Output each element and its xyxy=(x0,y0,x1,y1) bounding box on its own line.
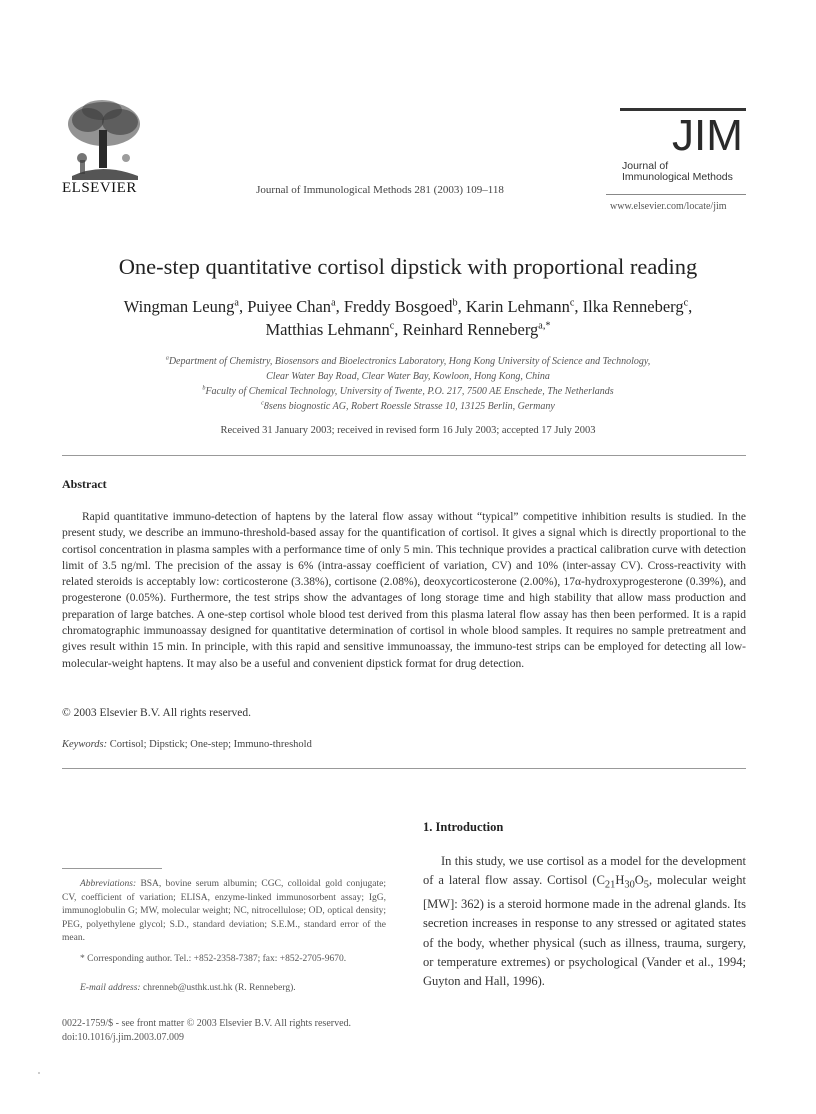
author-separator: , xyxy=(238,297,248,316)
affiliation-c: $^c$8sens biognostic AG, Robert Roessle Strasse 10, 13125 Berlin, Germany xyxy=(261,399,555,412)
author-name: Reinhard Renneberg xyxy=(402,320,539,339)
section-heading: 1. Introduction xyxy=(423,820,504,834)
jim-divider xyxy=(606,194,746,195)
footnote-abbreviations: Abbreviations: BSA, bovine serum albumin; CGC, colloidal gold conjugate; CV, coefficient of variation; ELISA, enzyme-linked immunosorbent assay; IgG, immunoglobulin G; MW, molecular weight; NC, nitrocellulose; OD, optical density; PEG, polyethylene glycol; S.D., standard deviation; S.E.M., standard error of the mean. xyxy=(62,879,387,943)
footnote-rule xyxy=(62,868,162,869)
publisher-name: ELSEVIER xyxy=(62,180,137,196)
author-separator: , xyxy=(688,297,693,316)
author-affiliation-mark: a xyxy=(234,297,239,309)
author-affiliation-mark: c xyxy=(569,297,575,309)
abstract-heading: Abstract xyxy=(62,477,107,491)
author-separator: , xyxy=(457,297,466,316)
jim-subtitle-line1: Journal of xyxy=(622,160,669,172)
author-separator: , xyxy=(394,320,403,339)
divider xyxy=(62,768,746,769)
article-title: One-step quantitative cortisol dipstick with proportional reading xyxy=(118,254,698,279)
affiliation-a-cont: Clear Water Bay Road, Clear Water Bay, Kowloon, Hong Kong, China xyxy=(266,371,550,382)
scan-artifact xyxy=(38,1072,40,1074)
author-affiliation-mark: a xyxy=(331,297,336,309)
divider xyxy=(62,455,746,456)
footnote-corresponding-author: * Corresponding author. Tel.: +852-2358-7387; fax: +852-2705-9670. xyxy=(80,954,347,964)
author-list-line1 xyxy=(0,297,816,317)
affiliation-b: $^b$Faculty of Chemical Technology, University of Twente, P.O. 217, 7500 AE Enschede, The Netherlands xyxy=(202,384,614,397)
jim-subtitle-line2: Immunological Methods xyxy=(622,171,733,183)
introduction-body: In this study, we use cortisol as a model for the development of a lateral flow assay. Cortisol ($C_{21}H_{30}O_5$, molecular weight [MW]: 362) is a steroid hormone made in the adrenal glands. Its secretion increases in response to any stressed or agitated states of the body, whether physical (such as illness, trauma, surgery, or temperature extremes) or psychological (Vander et al., 1994; Guyton and Hall, 1996). xyxy=(423,854,747,989)
issn-line: 0022-1759/$ - see front matter © 2003 Elsevier B.V. All rights reserved. xyxy=(62,1018,352,1029)
author-name: Puiyee Chan xyxy=(247,297,332,316)
email-link[interactable]: chrenneb@usthk.ust.hk (R. Renneberg). xyxy=(142,983,296,993)
copyright-notice: © 2003 Elsevier B.V. All rights reserved. xyxy=(62,707,251,719)
author-name: Ilka Renneberg xyxy=(582,297,684,316)
journal-reference: Journal of Immunological Methods 281 (2003) 109–118 xyxy=(256,184,504,196)
author-affiliation-mark: a,* xyxy=(538,320,551,332)
author-affiliation-mark: b xyxy=(452,297,458,309)
keywords-list: Cortisol; Dipstick; One-step; Immuno-threshold xyxy=(109,739,312,750)
author-affiliation-mark: c xyxy=(683,297,689,309)
footnote-email: E-mail address: chrenneb@usthk.ust.hk (R. Renneberg). xyxy=(80,983,296,993)
keywords-label: Keywords: xyxy=(62,739,108,750)
author-name: Freddy Bosgoed xyxy=(343,297,453,316)
affiliation-a: $^a$Department of Chemistry, Biosensors and Bioelectronics Laboratory, Hong Kong University of Science and Technology, xyxy=(165,354,651,367)
doi-link[interactable]: doi:10.1016/j.jim.2003.07.009 xyxy=(62,1032,184,1043)
journal-url[interactable]: www.elsevier.com/locate/jim xyxy=(610,201,727,212)
author-list-line2 xyxy=(0,320,816,340)
author-affiliation-mark: c xyxy=(389,320,395,332)
author-name: Matthias Lehmann xyxy=(265,320,390,339)
author-separator: , xyxy=(574,297,583,316)
author-separator: , xyxy=(335,297,344,316)
author-name: Karin Lehmann xyxy=(465,297,570,316)
abstract-body: Rapid quantitative immuno-detection of haptens by the lateral flow assay without “typical” competitive inhibition results is studied. In the present study, we describe an immuno-threshold-based assay for the quantification of cortisol. It gives a signal which is directly proportional to the cortisol concentration in plasma samples with a performance time of only 5 min. This technique provides a practical calibration curve with detection limit of 3.5 ng/ml. The precision of the assay is 6% (intra-assay coefficient of variation, CV) and 10% (inter-assay CV). Cross-reactivity with related steroids is acceptably low: corticosterone (3.38%), cortisone (2.08%), deoxycorticosterone (2.00%), 17α-hydroxyprogesterone (0.39%), and progesterone (0.05%). Furthermore, the test strips show the advantages of long storage time and high stability that allow mass production and preparation of large batches. A one-step cortisol whole blood test derived from this plasma lateral flow assay has then been performed. It is a rapid chromatographic immunoassay designed for quantitative determination of cortisol in whole blood samples. It requires no sample pretreatment and gives result within 15 min. In principle, with this rapid and sensitive immunoassay, the immuno-test strips can be employed for detecting all low-molecular-weight haptens. It may also be a useful and convenient dipstick format for drug detection. xyxy=(62,511,746,670)
jim-logo: JIM xyxy=(672,111,743,160)
received-dates: Received 31 January 2003; received in revised form 16 July 2003; accepted 17 July 2003 xyxy=(220,425,596,436)
keywords xyxy=(62,739,312,750)
author-name: Wingman Leung xyxy=(123,297,235,316)
